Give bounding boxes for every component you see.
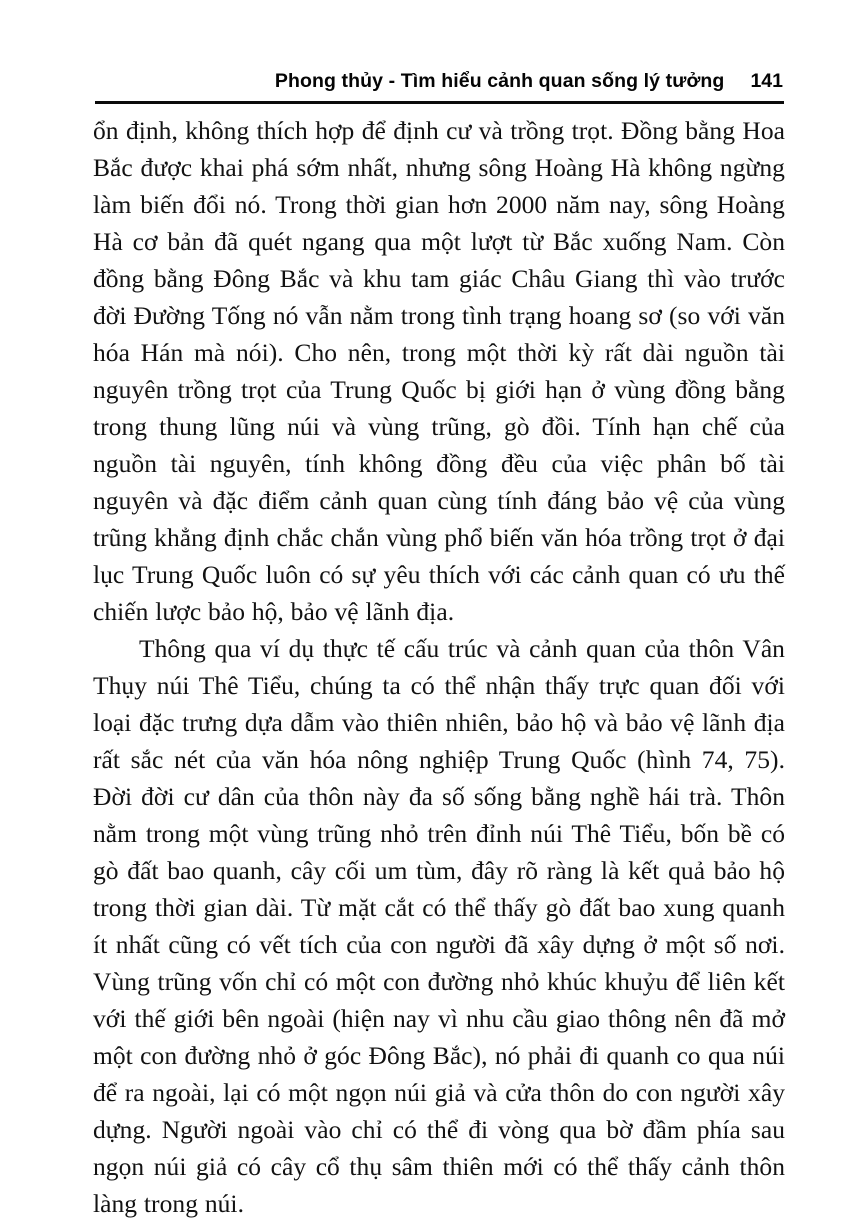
header-rule-divider [95,101,784,104]
body-text-column [93,112,785,1222]
paragraph-2: Thông qua ví dụ thực tế cấu trúc và cảnh quan của thôn Vân Thụy núi Thê Tiểu, chúng ta có thể nhận thấy trực quan đối với loại đặc trưng dựa dẫm vào thiên nhiên, bảo hộ và bảo vệ lãnh địa rất sắc nét của văn hóa nông nghiệp Trung Quốc (hình 74, 75). Đời đời cư dân của thôn này đa số sống bằng nghề hái trà. Thôn nằm trong một vùng trũng nhỏ trên đỉnh núi Thê Tiểu, bốn bề có gò đất bao quanh, cây cối um tùm, đây rõ ràng là kết quả bảo hộ trong thời gian dài. Từ mặt cắt có thể thấy gò đất bao xung quanh ít nhất cũng có vết tích của con người đã xây dựng ở một số nơi. Vùng trũng vốn chỉ có một con đường nhỏ khúc khuỷu để liên kết với thế giới bên ngoài (hiện nay vì nhu cầu giao thông nên đã mở một con đường nhỏ ở góc Đông Bắc), nó phải đi quanh co qua núi để ra ngoài, lại có một ngọn núi giả và cửa thôn do con người xây dựng. Người ngoài vào chỉ có thể đi vòng qua bờ đầm phía sau ngọn núi giả có cây cổ thụ sâm thiên mới có thể thấy cảnh thôn làng trong núi. [93,634,785,1218]
paragraph-1: ổn định, không thích hợp để định cư và trồng trọt. Đồng bằng Hoa Bắc được khai phá sớm nhất, nhưng sông Hoàng Hà không ngừng làm biến đổi nó. Trong thời gian hơn 2000 năm nay, sông Hoàng Hà cơ bản đã quét ngang qua một lượt từ Bắc xuống Nam. Còn đồng bằng Đông Bắc và khu tam giác Châu Giang thì vào trước đời Đường Tống nó vẫn nằm trong tình trạng hoang sơ (so với văn hóa Hán mà nói). Cho nên, trong một thời kỳ rất dài nguồn tài nguyên trồng trọt của Trung Quốc bị giới hạn ở vùng đồng bằng trong thung lũng núi và vùng trũng, gò đồi. Tính hạn chế của nguồn tài nguyên, tính không đồng đều của việc phân bố tài nguyên và đặc điểm cảnh quan cùng tính đáng bảo vệ của vùng trũng khẳng định chắc chắn vùng phổ biến văn hóa trồng trọt ở đại lục Trung Quốc luôn có sự yêu thích với các cảnh quan có ưu thế chiến lược bảo hộ, bảo vệ lãnh địa. [93,116,785,626]
running-head-title: Phong thủy - Tìm hiểu cảnh quan sống lý tưởng [274,70,725,92]
running-head [95,70,783,100]
page-number: 141 [750,70,783,92]
